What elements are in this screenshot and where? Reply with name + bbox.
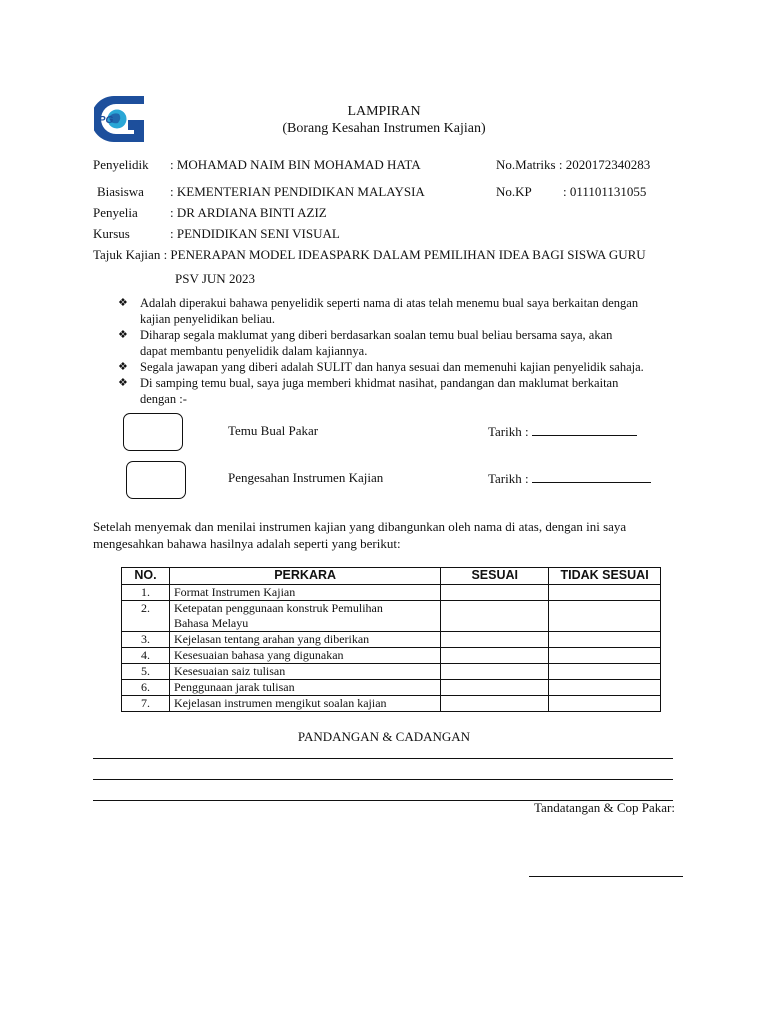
row-no: 7. bbox=[122, 696, 170, 712]
tidak-sesuai-cell[interactable] bbox=[549, 648, 661, 664]
table-row bbox=[122, 680, 661, 696]
table-row bbox=[122, 648, 661, 664]
bullet-line2: kajian penyelidikan beliau. bbox=[140, 312, 276, 326]
diamond-bullet-icon: ❖ bbox=[118, 329, 128, 341]
bullet-line2: dengan :- bbox=[140, 392, 187, 406]
penyelia-value: : DR ARDIANA BINTI AZIZ bbox=[170, 205, 327, 220]
table-header-row bbox=[122, 568, 661, 585]
statement-line1: Setelah menyemak dan menilai instrumen kajian yang dibangunkan oleh nama di atas, dengan ini saya bbox=[93, 519, 627, 534]
sesuai-cell[interactable] bbox=[441, 601, 549, 632]
sesuai-cell[interactable] bbox=[441, 696, 549, 712]
table-row bbox=[122, 585, 661, 601]
pandangan-title: PANDANGAN & CADANGAN bbox=[297, 729, 471, 744]
diamond-bullet-icon: ❖ bbox=[118, 297, 128, 309]
tidak-sesuai-cell[interactable] bbox=[549, 601, 661, 632]
row-no: 4. bbox=[122, 648, 170, 664]
bullet-line1: Di samping temu bual, saya juga memberi khidmat nasihat, pandangan dan maklumat berkaitan bbox=[140, 376, 619, 390]
bullet-item bbox=[118, 327, 678, 359]
diamond-bullet-icon: ❖ bbox=[118, 361, 128, 373]
kursus-value: : PENDIDIKAN SENI VISUAL bbox=[170, 226, 340, 241]
date-blank bbox=[532, 423, 637, 436]
header-no: NO. bbox=[122, 568, 170, 585]
tarikh-label: Tarikh : bbox=[488, 424, 529, 439]
sesuai-cell[interactable] bbox=[441, 585, 549, 601]
tidak-sesuai-cell[interactable] bbox=[549, 696, 661, 712]
row-no: 6. bbox=[122, 680, 170, 696]
header-perkara: PERKARA bbox=[169, 568, 440, 585]
logo-text: iPG bbox=[96, 115, 114, 126]
table-row bbox=[122, 632, 661, 648]
sesuai-cell[interactable] bbox=[441, 632, 549, 648]
signature-label: Tandatangan & Cop Pakar: bbox=[534, 800, 675, 815]
penyelidik-label: Penyelidik bbox=[93, 157, 149, 172]
comment-line[interactable] bbox=[93, 758, 673, 759]
row-no: 3. bbox=[122, 632, 170, 648]
comment-line[interactable] bbox=[93, 779, 673, 780]
kp-value: : 011101131055 bbox=[563, 184, 647, 199]
row-perkara: Kejelasan instrumen mengikut soalan kajian bbox=[169, 696, 440, 712]
row-perkara: Penggunaan jarak tulisan bbox=[169, 680, 440, 696]
row-no: 1. bbox=[122, 585, 170, 601]
header-tidak-sesuai: TIDAK SESUAI bbox=[549, 568, 661, 585]
pengesahan-label: Pengesahan Instrumen Kajian bbox=[228, 470, 384, 485]
tidak-sesuai-cell[interactable] bbox=[549, 680, 661, 696]
temu-bual-date[interactable] bbox=[488, 423, 637, 440]
matriks-value: No.Matriks : 2020172340283 bbox=[496, 157, 651, 172]
row-perkara bbox=[169, 601, 440, 632]
table-row bbox=[122, 601, 661, 632]
temu-bual-label: Temu Bual Pakar bbox=[228, 423, 319, 438]
page-subtitle: (Borang Kesahan Instrumen Kajian) bbox=[282, 121, 486, 136]
bullet-line1: Segala jawapan yang diberi adalah SULIT dan hanya sesuai dan memenuhi kajian penyelidik sahaja. bbox=[140, 360, 644, 374]
bullet-line1: Adalah diperakui bahawa penyelidik seperti nama di atas telah menemu bual saya berkaitan dengan bbox=[140, 296, 639, 310]
bullet-item bbox=[118, 295, 678, 327]
biasiswa-label: Biasiswa bbox=[97, 184, 144, 199]
tidak-sesuai-cell[interactable] bbox=[549, 664, 661, 680]
tajuk-kajian-line2: PSV JUN 2023 bbox=[175, 271, 255, 286]
sesuai-cell[interactable] bbox=[441, 648, 549, 664]
row-perkara: Kesesuaian saiz tulisan bbox=[169, 664, 440, 680]
temu-bual-checkbox[interactable] bbox=[123, 413, 183, 451]
row-no: 5. bbox=[122, 664, 170, 680]
tidak-sesuai-cell[interactable] bbox=[549, 632, 661, 648]
penyelia-label: Penyelia bbox=[93, 205, 138, 220]
diamond-bullet-icon: ❖ bbox=[118, 377, 128, 389]
bullet-line1: Diharap segala maklumat yang diberi berdasarkan soalan temu bual beliau bersama saya, akan bbox=[140, 328, 613, 342]
tidak-sesuai-cell[interactable] bbox=[549, 585, 661, 601]
row-perkara-line2: Bahasa Melayu bbox=[173, 616, 249, 630]
row-perkara: Kesesuaian bahasa yang digunakan bbox=[169, 648, 440, 664]
sesuai-cell[interactable] bbox=[441, 680, 549, 696]
kp-label: No.KP bbox=[496, 184, 532, 199]
header-sesuai: SESUAI bbox=[441, 568, 549, 585]
row-perkara-line1: Ketepatan penggunaan konstruk Pemulihan bbox=[173, 601, 383, 615]
row-no: 2. bbox=[122, 601, 170, 632]
row-perkara: Format Instrumen Kajian bbox=[169, 585, 440, 601]
date-blank bbox=[532, 470, 651, 483]
biasiswa-value: : KEMENTERIAN PENDIDIKAN MALAYSIA bbox=[170, 184, 425, 199]
bullet-item bbox=[118, 359, 678, 375]
assessment-table bbox=[121, 567, 661, 712]
kursus-label: Kursus bbox=[93, 226, 130, 241]
row-perkara: Kejelasan tentang arahan yang diberikan bbox=[169, 632, 440, 648]
bullet-line2: dapat membantu penyelidik dalam kajiannya. bbox=[140, 344, 368, 358]
bullet-item bbox=[118, 375, 678, 407]
table-row bbox=[122, 696, 661, 712]
pengesahan-date[interactable] bbox=[488, 470, 651, 487]
tarikh-label: Tarikh : bbox=[488, 471, 529, 486]
table-row bbox=[122, 664, 661, 680]
tajuk-kajian-line1: Tajuk Kajian : PENERAPAN MODEL IDEASPARK DALAM PEMILIHAN IDEA BAGI SISWA GURU bbox=[93, 247, 646, 262]
statement-line2: mengesahkan bahawa hasilnya adalah seperti yang berikut: bbox=[93, 536, 401, 551]
sesuai-cell[interactable] bbox=[441, 664, 549, 680]
signature-line[interactable] bbox=[529, 876, 683, 877]
pengesahan-checkbox[interactable] bbox=[126, 461, 186, 499]
page-title: LAMPIRAN bbox=[347, 104, 421, 119]
penyelidik-value: : MOHAMAD NAIM BIN MOHAMAD HATA bbox=[170, 157, 421, 172]
